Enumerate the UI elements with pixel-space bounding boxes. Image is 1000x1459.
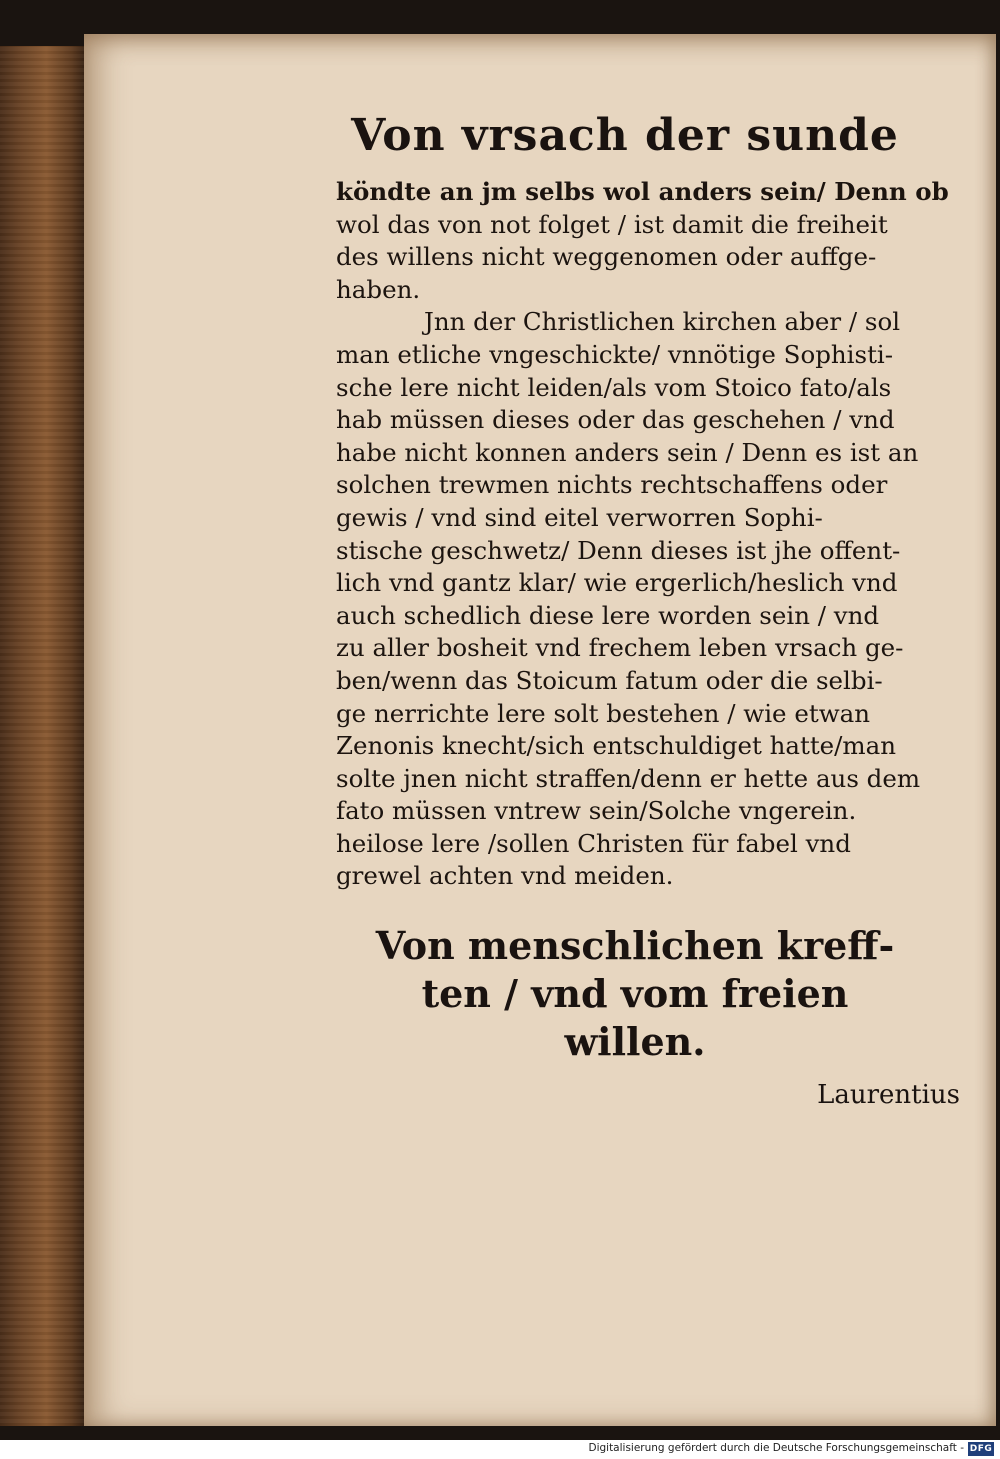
text-line: stische geschwetz/ Denn dieses ist jhe offent- xyxy=(336,535,901,565)
footer-bar xyxy=(0,1440,1000,1459)
dfg-logo-icon: DFG xyxy=(969,1444,993,1454)
section-heading-line: Von menschlichen kreff- xyxy=(375,923,895,968)
body-text xyxy=(336,176,956,893)
text-line: ben/wenn das Stoicum fatum oder die selbi- xyxy=(336,665,883,695)
text-line: ge nerrichte lere solt bestehen / wie etwan xyxy=(336,698,871,728)
text-line: grewel achten vnd meiden. xyxy=(336,861,674,891)
text-line: fato müssen vntrew sein/Solche vngerein. xyxy=(336,796,857,826)
text-line: gewis / vnd sind eitel verworren Sophi- xyxy=(336,502,823,532)
section-heading-line: ten / vnd vom freien xyxy=(421,971,849,1016)
section-heading xyxy=(340,922,930,1066)
text-line: Zenonis knecht/sich entschuldiget hatte/man xyxy=(336,731,897,761)
text-line: heilose lere /sollen Christen für fabel vnd xyxy=(336,828,851,858)
running-head: Von vrsach der sunde xyxy=(351,110,899,161)
text-line: zu aller bosheit vnd frechem leben vrsach ge- xyxy=(336,633,904,663)
footer-credit: Digitalisierung gefördert durch die Deutsche Forschungsgemeinschaft - xyxy=(588,1442,964,1454)
section-heading-line: willen. xyxy=(564,1019,706,1064)
text-line: solchen trewmen nichts rechtschaffens oder xyxy=(336,470,888,500)
text-line: lich vnd gantz klar/ wie ergerlich/heslich vnd xyxy=(336,568,898,598)
text-line: wol das von not folget / ist damit die freiheit xyxy=(336,209,888,239)
text-line: hab müssen dieses oder das geschehen / vnd xyxy=(336,405,895,435)
text-line: des willens nicht weggenomen oder auffge- xyxy=(336,242,877,272)
book-binding-edge xyxy=(0,46,84,1426)
text-line: solte jnen nicht straffen/denn er hette aus dem xyxy=(336,763,921,793)
text-line: habe nicht konnen anders sein / Denn es ist an xyxy=(336,437,919,467)
catchword: Laurentius xyxy=(817,1080,960,1110)
text-line: man etliche vngeschickte/ vnnötige Sophisti- xyxy=(336,339,894,369)
text-line: sche lere nicht leiden/als vom Stoico fato/als xyxy=(336,372,892,402)
text-line: auch schedlich diese lere worden sein / vnd xyxy=(336,600,880,630)
text-line: Jnn der Christlichen kirchen aber / sol xyxy=(424,307,901,337)
text-line: köndte an jm selbs wol anders sein/ Denn ob xyxy=(336,177,949,206)
text-line: haben. xyxy=(336,274,421,304)
